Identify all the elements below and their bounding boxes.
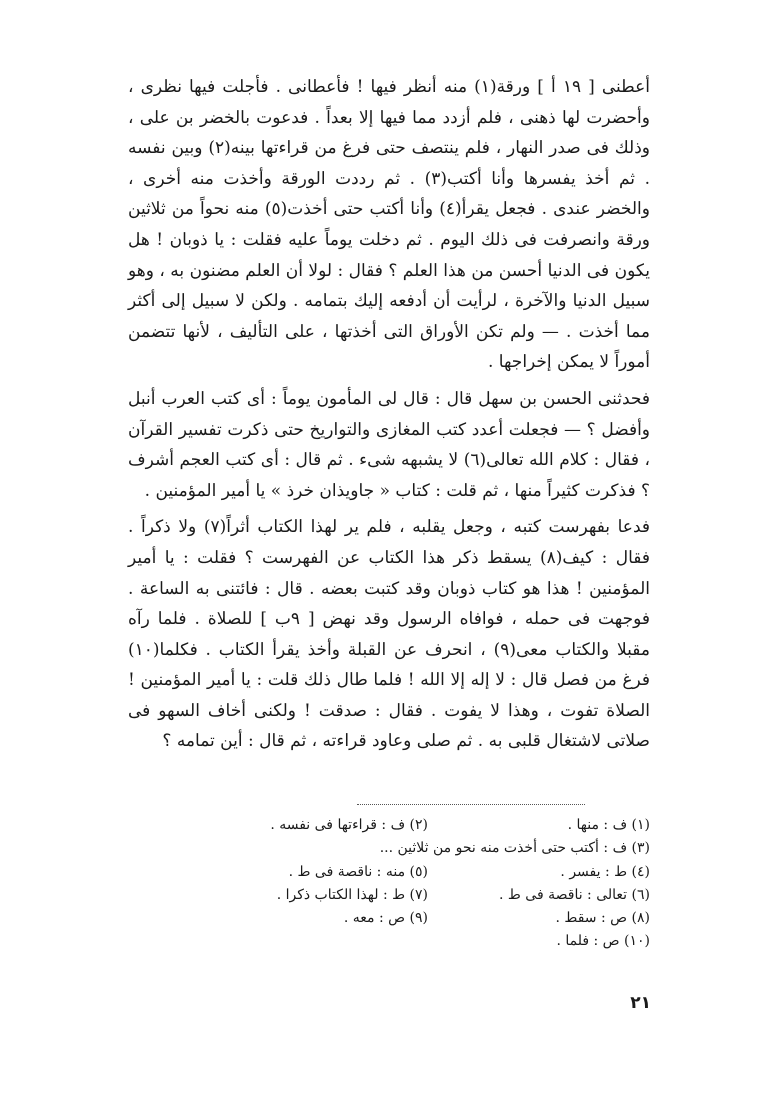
footnote-row: [160, 861, 650, 884]
footnote: (٧) ط : لهذا الكتاب ذكرا .: [276, 886, 428, 903]
paragraph: أعطنى [ ١٩ أ ] ورقة(١) منه أنظر فيها ! فأعطانى . فأجلت فيها نظرى ، وأحضرت لها ذهنى ، فلم أزدد مما فيها إلا بعداً . فدعوت بالخضر بن على ، وذلك فى صدر النهار ، فلم ينتصف حتى فرغ من قراءتها بينه(٢) وبين نفسه . ثم أخذ يفسرها وأنا أكتب(٣) . ثم رددت الورقة وأخذت منه أخرى ، والخضر عندى . فجعل يقرأ(٤) وأنا أكتب حتى أخذت(٥) منه نحواً من ثلاثين ورقة وانصرفت فى ذلك اليوم . ثم دخلت يوماً عليه فقلت : يا ذوبان ! هل يكون فى الدنيا أحسن من هذا العلم ؟ فقال : لولا أن العلم مضنون به ، وهو سبيل الدنيا والآخرة ، لرأيت أن أدفعه إليك بتمامه . ولكن لا سبيل إلى أكثر مما أخذت . — ولم تكن الأوراق التى أخذتها ، على التأليف ، لأنها تتضمن أموراً لا يمكن إخراجها .: [128, 77, 651, 373]
footnote: (١) ف : منها .: [567, 817, 650, 833]
page-number: ٢١: [630, 993, 651, 1013]
footnote-row: [160, 884, 650, 907]
main-text: [128, 72, 650, 757]
footnote: [160, 930, 428, 953]
footnote: (٦) تعالى : ناقصة فى ط .: [499, 886, 650, 903]
footnote-row: [160, 814, 650, 837]
footnote: (٩) ص : معه .: [343, 910, 428, 927]
footnote: (١٠) ص : فلما .: [556, 933, 650, 950]
footnote: (٤) ط : يفسر .: [560, 863, 650, 880]
footnote: (٣) ف : أكتب حتى أخذت منه نحو من ثلاثين ...: [379, 840, 650, 857]
footnote-separator: [357, 804, 585, 805]
footnote: (٢) ف : قراءتها فى نفسه .: [270, 817, 428, 833]
footnote: (٨) ص : سقط .: [555, 910, 650, 927]
footnote-row: [160, 930, 650, 953]
footnote: [160, 837, 428, 860]
paragraph: فدعا بفهرست كتبه ، وجعل يقلبه ، فلم ير لهذا الكتاب أثراً(٧) ولا ذكراً . فقال : كيف(٨) يسقط ذكر هذا الكتاب عن الفهرست ؟ فقلت : يا أمير المؤمنين ! هذا هو كتاب ذوبان وقد كتبت بعضه . قال : فائتنى به الساعة . فوجهت فى حمله ، فوافاه الرسول وقد نهض [ ٩ب ] للصلاة . فلما رآه مقبلا والكتاب معى(٩) ، انحرف عن القبلة وأخذ يقرأ الكتاب . فكلما(١٠) فرغ من فصل قال : لا إله إلا الله ! فلما طال ذلك قلت : يا أمير المؤمنين ! الصلاة تفوت ، وهذا لا يفوت . فقال : صدقت ! ولكنى أخاف السهو فى صلاتى لاشتغال قلبى به . ثم صلى وعاود قراءته ، ثم قال : أين تمامه ؟: [128, 517, 650, 752]
footnotes: [160, 814, 650, 954]
footnote-row: [160, 907, 650, 930]
footnote: (٥) منه : ناقصة فى ط .: [288, 863, 428, 880]
paragraph: فحدثنى الحسن بن سهل قال : قال لى المأمون يوماً : أى كتب العرب أنبل وأفضل ؟ — فجعلت أعدد كتب المغازى والتواريخ حتى ذكرت تفسير القرآن ، فقال : كلام الله تعالى(٦) لا يشبهه شىء . ثم قال : أى كتب العجم أشرف ؟ فذكرت كثيراً منها ، ثم قلت : كتاب « جاويذان خرذ » يا أمير المؤمنين .: [128, 388, 650, 501]
footnote-row: [160, 837, 650, 860]
